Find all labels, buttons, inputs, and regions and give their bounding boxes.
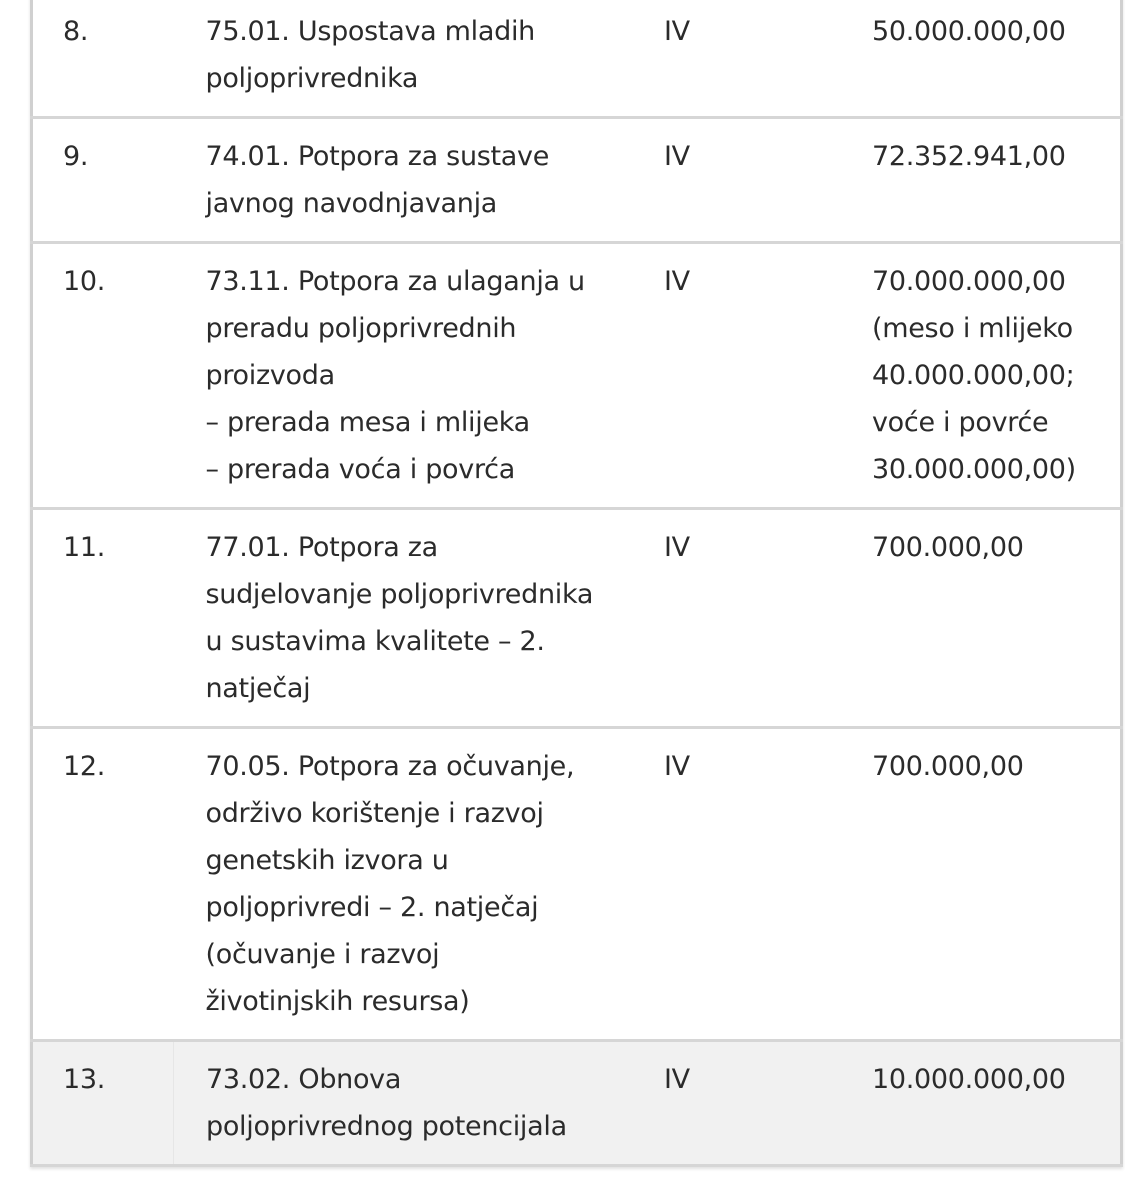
- amount: 700.000,00: [872, 532, 1024, 563]
- row-number: 12.: [63, 751, 106, 782]
- table-row: [32, 728, 1122, 1041]
- row-number: 10.: [63, 266, 106, 297]
- measure-name: 74.01. Potpora za sustave javnog navodnjavanja: [205, 141, 550, 219]
- table-row: [32, 509, 1122, 728]
- table-row: [32, 243, 1122, 509]
- amount: 72.352.941,00: [872, 141, 1066, 172]
- row-number: 13.: [32, 1041, 174, 1166]
- quarter: IV: [664, 266, 690, 297]
- quarter: IV: [664, 751, 690, 782]
- amount: 50.000.000,00: [872, 16, 1066, 47]
- amount: 700.000,00: [872, 751, 1024, 782]
- row-number: 9.: [63, 141, 89, 172]
- measure-name: 70.05. Potpora za očuvanje, održivo korištenje i razvoj genetskih izvora u poljoprivredi – 2. natječaj (očuvanje i razvoj životinjskih resursa): [205, 751, 575, 1017]
- amount: 70.000.000,00 (meso i mlijeko 40.000.000,00; voće i povrće 30.000.000,00): [872, 266, 1076, 485]
- measure-name: 77.01. Potpora za sudjelovanje poljoprivrednika u sustavima kvalitete – 2. natječaj: [205, 532, 594, 704]
- table-row: [32, 0, 1122, 118]
- quarter: IV: [664, 1064, 690, 1095]
- table-row: [32, 118, 1122, 243]
- quarter: IV: [664, 16, 690, 47]
- measure-name: 73.02. Obnova poljoprivrednog potencijala: [206, 1064, 567, 1142]
- quarter: IV: [664, 141, 690, 172]
- row-number: 11.: [63, 532, 106, 563]
- table-row: [32, 1041, 1122, 1166]
- row-number: 8.: [63, 16, 89, 47]
- measure-name: 73.11. Potpora za ulaganja u preradu poljoprivrednih proizvoda – prerada mesa i mlijeka – prerada voća i povrća: [205, 266, 585, 485]
- amount: 10.000.000,00: [872, 1064, 1066, 1095]
- measure-name: 75.01. Uspostava mladih poljoprivrednika: [205, 16, 535, 94]
- quarter: IV: [664, 532, 690, 563]
- measures-table: [30, 0, 1123, 1167]
